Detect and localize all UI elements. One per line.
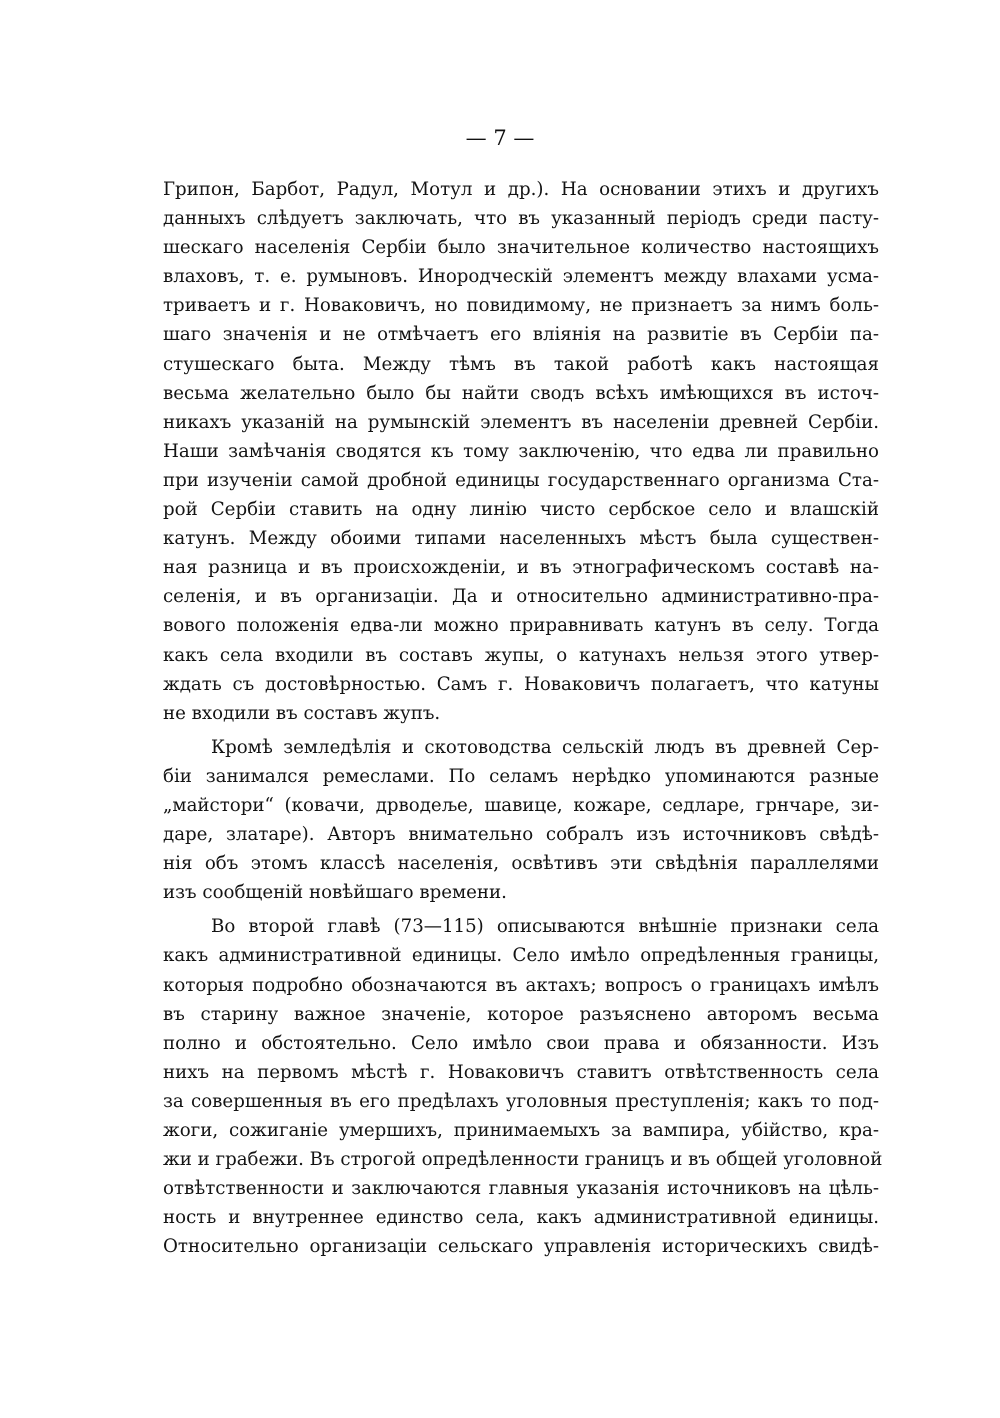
text-line: при изученіи самой дробной единицы государственнаго организма Ста- — [163, 469, 879, 491]
text-line: ждать съ достовѣрностью. Самъ г. Новаковичъ полагаетъ, что катуны — [163, 673, 879, 695]
text-line: Во второй главѣ (73—115) описываются внѣшніе признаки села — [211, 916, 879, 938]
paragraph-3 — [163, 912, 883, 1261]
text-line: вового положенія едва-ли можно приравнивать катунъ въ селу. Тогда — [163, 615, 879, 637]
text-line: нихъ на первомъ мѣстѣ г. Новаковичъ ставитъ отвѣтственность села — [163, 1061, 879, 1083]
text-line: которыя подробно обозначаются въ актахъ; вопросъ о границахъ имѣлъ — [163, 974, 879, 996]
text-line: шаго значенія и не отмѣчаетъ его вліянія на развитіе въ Сербіи па- — [163, 324, 879, 346]
text-line: селенія, и въ организаціи. Да и относительно административно-пра- — [163, 586, 879, 608]
text-line: изъ сообщеній новѣйшаго времени. — [163, 882, 507, 904]
paragraph-2 — [163, 733, 879, 908]
text-line: даре, златаре). Авторъ внимательно собралъ изъ источниковъ свѣдѣ- — [163, 824, 879, 846]
text-line: отвѣтственности и заключаются главныя указанія источниковъ на цѣль- — [163, 1178, 879, 1200]
text-line: ность и внутреннее единство села, какъ административной единицы. — [163, 1207, 879, 1229]
paragraph-1 — [163, 175, 879, 728]
text-line: рой Сербіи ставить на одну линію чисто сербское село и влашскій — [163, 499, 879, 521]
text-line: въ старину важное значеніе, которое разъяснено авторомъ весьма — [163, 1003, 879, 1025]
text-line: за совершенныя въ его предѣлахъ уголовныя преступленія; какъ то под- — [163, 1090, 879, 1112]
text-line: жи и грабежи. Въ строгой опредѣленности границъ и въ общей уголовной — [163, 1149, 883, 1171]
page-number: — 7 — — [465, 126, 535, 150]
text-line: стушескаго быта. Между тѣмъ въ такой работѣ какъ настоящая — [163, 353, 879, 375]
text-line: катунъ. Между обоими типами населенныхъ мѣстъ была существен- — [163, 528, 879, 550]
text-line: Кромѣ земледѣлія и скотоводства сельскій людъ въ древней Сер- — [211, 736, 879, 758]
text-line: какъ административной единицы. Село имѣло опредѣленныя границы, — [163, 945, 879, 967]
text-line: „майстори“ (ковачи, дрводеље, шавице, кожаре, седларе, грнчаре, зи- — [163, 794, 879, 816]
text-line: какъ села входили въ составъ жупы, о катунахъ нельзя этого утвер- — [163, 644, 879, 666]
text-line: шескаго населенія Сербіи было значительное количество настоящихъ — [163, 237, 879, 259]
text-line: данныхъ слѣдуетъ заключать, что въ указанный періодъ среди пасту- — [163, 208, 879, 230]
text-line: не входили въ составъ жупъ. — [163, 702, 441, 724]
text-line: полно и обстоятельно. Село имѣло свои права и обязанности. Изъ — [163, 1032, 879, 1054]
text-line: біи занимался ремеслами. По селамъ нерѣдко упоминаются разные — [163, 765, 879, 787]
text-line: триваетъ и г. Новаковичъ, но повидимому, не признаетъ за нимъ боль- — [163, 295, 879, 317]
text-line: нія объ этомъ классѣ населенія, освѣтивъ эти свѣдѣнія параллелями — [163, 853, 879, 875]
text-line: Грипон, Барбот, Радул, Мотул и др.). На основании этихъ и другихъ — [163, 179, 879, 200]
body-text — [163, 175, 883, 1261]
text-line: никахъ указаній на румынскій элементъ въ населеніи древней Сербіи. — [163, 411, 879, 433]
text-line: ная разница и въ происхожденіи, и въ этнографическомъ составѣ на- — [163, 557, 879, 579]
text-line: жоги, сожиганіе умершихъ, принимаемыхъ за вампира, убійство, кра- — [163, 1120, 879, 1141]
text-line: влаховъ, т. е. румыновъ. Инородческій элементъ между влахами усма- — [163, 266, 879, 288]
text-line: весьма желательно было бы найти сводъ всѣхъ имѣющихся въ источ- — [163, 382, 879, 404]
text-line: Относительно организаціи сельскаго управленія историческихъ свидѣ- — [163, 1236, 879, 1258]
text-line: Наши замѣчанія сводятся къ тому заключенію, что едва ли правильно — [163, 440, 879, 462]
